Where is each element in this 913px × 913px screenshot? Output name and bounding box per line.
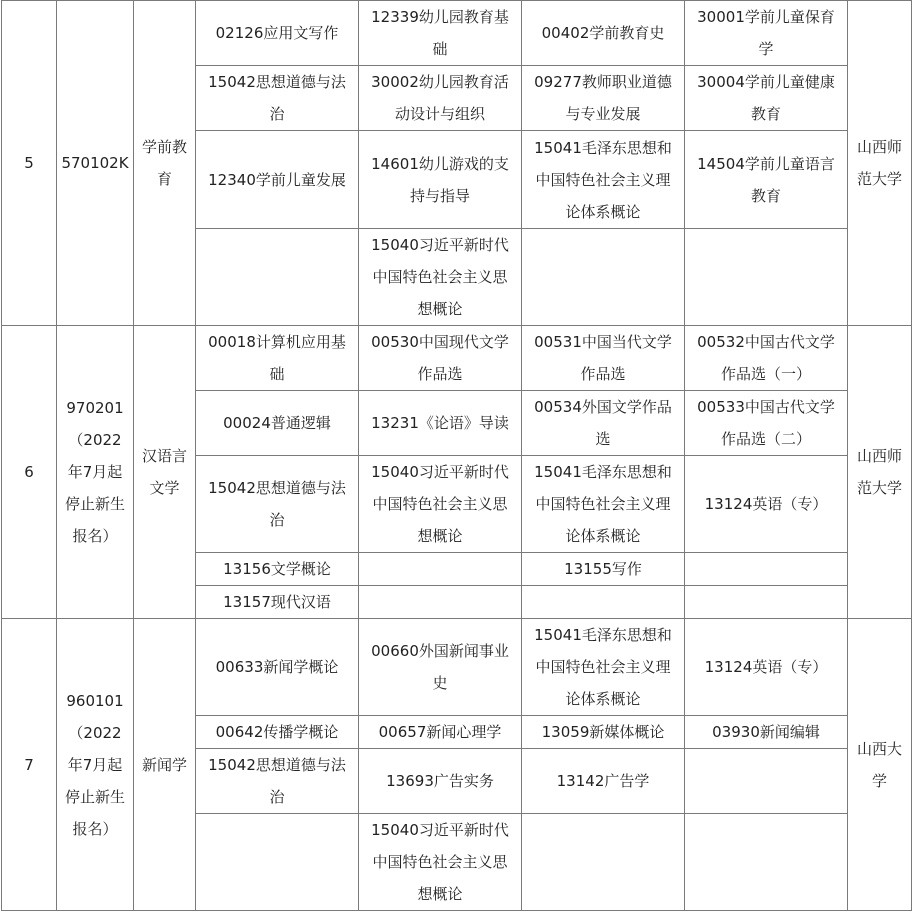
course-name: 02126应用文写作 [215, 24, 339, 42]
major-name-cell [134, 619, 196, 911]
course-name: 00660外国新闻事业史 [371, 642, 509, 692]
major-name-cell [134, 1, 196, 326]
course-table [1, 0, 912, 911]
course-name: 13693广告实务 [386, 772, 494, 790]
course-cell [522, 229, 685, 326]
major-name-cell [134, 326, 196, 619]
course-cell [196, 131, 359, 229]
course-name: 13231《论语》导读 [371, 414, 509, 432]
course-cell [522, 553, 685, 586]
course-name: 00024普通逻辑 [223, 414, 331, 432]
course-cell [522, 131, 685, 229]
major-name: 新闻学 [142, 755, 188, 774]
course-name: 15040习近平新时代中国特色社会主义思想概论 [371, 236, 509, 318]
course-name: 30004学前儿童健康教育 [697, 73, 835, 123]
course-cell [196, 814, 359, 911]
course-cell [522, 716, 685, 749]
course-cell [359, 391, 522, 456]
course-cell [359, 749, 522, 814]
table-row [2, 619, 912, 716]
course-cell [685, 749, 848, 814]
course-name: 30002幼儿园教育活动设计与组织 [371, 73, 509, 123]
course-cell [685, 326, 848, 391]
major-code: 570102K [61, 154, 129, 172]
course-name: 15041毛泽东思想和中国特色社会主义理论体系概论 [534, 138, 672, 221]
major-code: 960101（2022年7月起停止新生报名） [64, 691, 125, 838]
course-name: 12340学前儿童发展 [208, 170, 346, 189]
course-name: 00402学前教育史 [541, 24, 665, 42]
course-name: 00534外国文学作品选 [534, 398, 672, 448]
university-name: 山西大学 [856, 739, 902, 790]
course-name: 00642传播学概论 [215, 723, 339, 741]
course-cell [359, 716, 522, 749]
course-cell [196, 229, 359, 326]
row-number: 5 [24, 154, 34, 172]
course-name: 13142广告学 [556, 772, 650, 790]
course-cell [685, 66, 848, 131]
course-name: 00530中国现代文学作品选 [371, 333, 509, 383]
course-cell [359, 131, 522, 229]
row-number-cell [2, 619, 57, 911]
course-cell [685, 229, 848, 326]
course-cell [196, 716, 359, 749]
course-name: 00018计算机应用基础 [208, 333, 346, 383]
course-cell [196, 326, 359, 391]
course-cell [522, 586, 685, 619]
course-cell [196, 1, 359, 66]
course-cell [685, 456, 848, 553]
university-cell [848, 619, 912, 911]
course-cell [522, 749, 685, 814]
course-cell [359, 456, 522, 553]
course-cell [359, 619, 522, 716]
major-code-cell [57, 326, 134, 619]
course-name: 13157现代汉语 [223, 593, 331, 611]
row-number: 7 [24, 755, 34, 774]
course-cell [522, 326, 685, 391]
course-cell [359, 586, 522, 619]
course-name: 09277教师职业道德与专业发展 [534, 73, 672, 123]
row-number-cell [2, 1, 57, 326]
course-name: 13155写作 [564, 560, 642, 578]
row-number: 6 [24, 463, 34, 481]
course-cell [196, 66, 359, 131]
course-cell [359, 229, 522, 326]
major-code-cell [57, 619, 134, 911]
major-code: 970201（2022年7月起停止新生报名） [64, 399, 125, 545]
major-name: 汉语言文学 [142, 447, 188, 497]
course-name: 15040习近平新时代中国特色社会主义思想概论 [371, 463, 509, 545]
course-cell [522, 456, 685, 553]
row-number-cell [2, 326, 57, 619]
course-cell [196, 586, 359, 619]
course-name: 00532中国古代文学作品选（一） [697, 333, 835, 383]
course-name: 15042思想道德与法治 [208, 756, 346, 806]
course-name: 00633新闻学概论 [215, 658, 339, 676]
course-name: 14504学前儿童语言教育 [697, 154, 835, 205]
university-name: 山西师范大学 [856, 138, 902, 188]
course-name: 14601幼儿游戏的支持与指导 [371, 154, 509, 205]
course-name: 00533中国古代文学作品选（二） [697, 398, 835, 448]
course-cell [685, 814, 848, 911]
course-cell [522, 391, 685, 456]
course-name: 13124英语（专） [704, 658, 828, 676]
course-cell [685, 131, 848, 229]
course-cell [685, 1, 848, 66]
university-cell [848, 326, 912, 619]
course-cell [196, 619, 359, 716]
table-row [2, 1, 912, 66]
course-name: 00657新闻心理学 [378, 723, 502, 741]
course-cell [522, 66, 685, 131]
course-cell [359, 66, 522, 131]
table-row [2, 326, 912, 391]
course-cell [359, 1, 522, 66]
course-cell [196, 391, 359, 456]
course-cell [685, 619, 848, 716]
course-name: 15040习近平新时代中国特色社会主义思想概论 [371, 821, 509, 903]
course-cell [685, 391, 848, 456]
course-name: 15041毛泽东思想和中国特色社会主义理论体系概论 [534, 463, 672, 545]
course-name: 30001学前儿童保育学 [697, 8, 835, 58]
course-cell [359, 814, 522, 911]
course-cell [359, 326, 522, 391]
university-name: 山西师范大学 [856, 447, 902, 497]
course-name: 13124英语（专） [704, 495, 828, 513]
course-name: 03930新闻编辑 [712, 723, 820, 741]
major-name: 学前教育 [142, 138, 188, 188]
course-cell [685, 716, 848, 749]
course-name: 00531中国当代文学作品选 [534, 333, 672, 383]
course-name: 13059新媒体概论 [541, 723, 665, 741]
course-name: 15042思想道德与法治 [208, 479, 346, 529]
university-cell [848, 1, 912, 326]
course-name: 15042思想道德与法治 [208, 73, 346, 123]
course-cell [522, 814, 685, 911]
course-cell [359, 553, 522, 586]
course-cell [196, 749, 359, 814]
course-cell [685, 586, 848, 619]
course-cell [196, 553, 359, 586]
course-name: 12339幼儿园教育基础 [371, 8, 509, 58]
course-cell [522, 1, 685, 66]
course-cell [196, 456, 359, 553]
course-cell [685, 553, 848, 586]
major-code-cell [57, 1, 134, 326]
course-name: 13156文学概论 [223, 560, 331, 578]
course-cell [522, 619, 685, 716]
course-name: 15041毛泽东思想和中国特色社会主义理论体系概论 [534, 626, 672, 708]
